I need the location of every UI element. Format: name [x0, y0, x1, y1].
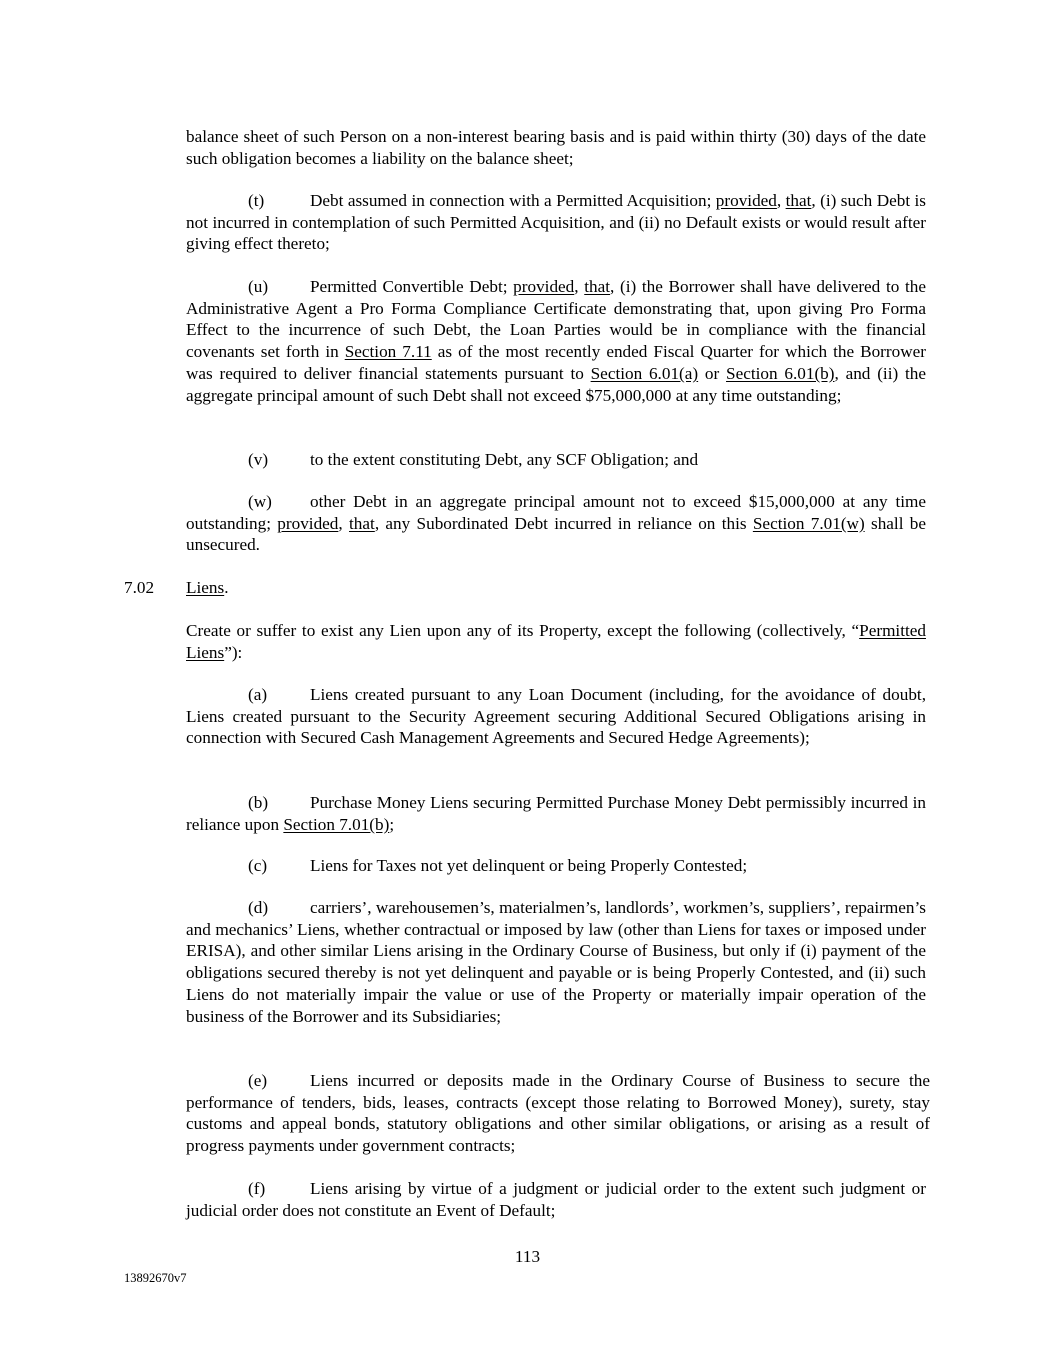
page-number: 113 [514, 1247, 541, 1266]
clause-label: (b) [248, 793, 269, 812]
section-reference: Section 6.01(a) [590, 363, 699, 383]
defined-term: Permitted Liens [186, 621, 926, 662]
document-id: 13892670v7 [124, 1271, 187, 1285]
clause-w: (w) other Debt in an aggregate principal amount not to exceed $15,000,000 at any time outstanding; provided, that, any Subordinated Debt incurred in reliance on this Section 7.01(w) shall be unsecured. [186, 492, 927, 555]
clause-label: (c) [248, 856, 268, 875]
section-heading: Liens. [186, 578, 229, 597]
clause-label: (d) [248, 898, 269, 917]
section-reference: Section 7.01(b) [283, 814, 390, 834]
defined-term: that [349, 513, 375, 533]
defined-term: provided [513, 277, 575, 296]
clause-label: (w) [248, 492, 272, 511]
clause-c: (c) Liens for Taxes not yet delinquent or being Properly Contested; [248, 856, 748, 875]
paragraph-text: balance sheet of such Person on a non-interest bearing basis and is paid within thirty (30) days of the date such obligation becomes a liability on the balance sheet; [186, 127, 926, 168]
clause-v: (v) to the extent constituting Debt, any SCF Obligation; and [248, 450, 699, 469]
clause-f: (f) Liens arising by virtue of a judgment or judicial order to the extent such judgment or judicial order does not constitute an Event of Default; [186, 1179, 926, 1220]
clause-e: (e) Liens incurred or deposits made in the Ordinary Course of Business to secure the performance of tenders, bids, leases, contracts (except those relating to Borrowed Money), surety, stay customs and appeal bonds, statutory obligations and other similar obligations, or arising as a result of progress payments under government contracts; [186, 1071, 930, 1156]
clause-label: (a) [248, 685, 268, 704]
clause-u: (u) Permitted Convertible Debt; provided, that, (i) the Borrower shall have delivered to the Administrative Agent a Pro Forma Compliance Certificate demonstrating that, upon giving Pro Forma Effect to the incurrence of such Debt, the Loan Parties would be in compliance with the financial covenants set forth in Section 7.11 as of the most recently ended Fiscal Quarter for which the Borrower was required to deliver financial statements pursuant to Section 6.01(a) or Section 6.01(b), and (ii) the aggregate principal amount of such Debt shall not exceed $75,000,000 at any time outstanding; [186, 277, 926, 405]
clause-label: (u) [248, 277, 269, 296]
clause-label: (v) [248, 450, 269, 469]
clause-label: (t) [248, 191, 265, 210]
section-reference: Section 7.01(w) [752, 513, 865, 533]
defined-term: provided [715, 191, 777, 210]
paragraph-continuation [186, 126, 926, 169]
defined-term: provided [277, 513, 339, 533]
defined-term: that [584, 277, 611, 296]
clause-a: (a) Liens created pursuant to any Loan Document (including, for the avoidance of doubt, Liens created pursuant to the Security Agreement securing Additional Secured Obligations arising in connection with Secured Cash Management Agreements and Secured Hedge Agreements); [186, 685, 926, 748]
section-intro: Create or suffer to exist any Lien upon any of its Property, except the following (collectively, “Permitted Liens”): [186, 621, 926, 662]
clause-label: (f) [248, 1179, 266, 1198]
clause-b: (b) Purchase Money Liens securing Permitted Purchase Money Debt permissibly incurred in reliance upon Section 7.01(b); [186, 793, 926, 834]
clause-label: (e) [248, 1071, 268, 1090]
section-title: Liens [186, 578, 225, 597]
defined-term: that [785, 191, 812, 210]
clause-d: (d) carriers’, warehousemen’s, materialmen’s, landlords’, workmen’s, suppliers’, repairmen’s and mechanics’ Liens, whether contractual or imposed by law (other than Liens for taxes or imposed under ERISA), and other similar Liens arising in the Ordinary Course of Business, but only if (i) payment of the obligations secured thereby is not yet delinquent and payable or is being Properly Contested, and (ii) such Liens do not materially impair the value or use of the Property or materially impair operation of the business of the Borrower and its Subsidiaries; [186, 898, 926, 1026]
section-number: 7.02 [124, 578, 155, 597]
section-reference: Section 6.01(b) [726, 363, 835, 383]
section-reference: Section 7.11 [344, 342, 432, 362]
clause-t: (t) Debt assumed in connection with a Permitted Acquisition; provided, that, (i) such Debt is not incurred in contemplation of such Permitted Acquisition, and (ii) no Default exists or would result after giving effect thereto; [186, 191, 926, 254]
